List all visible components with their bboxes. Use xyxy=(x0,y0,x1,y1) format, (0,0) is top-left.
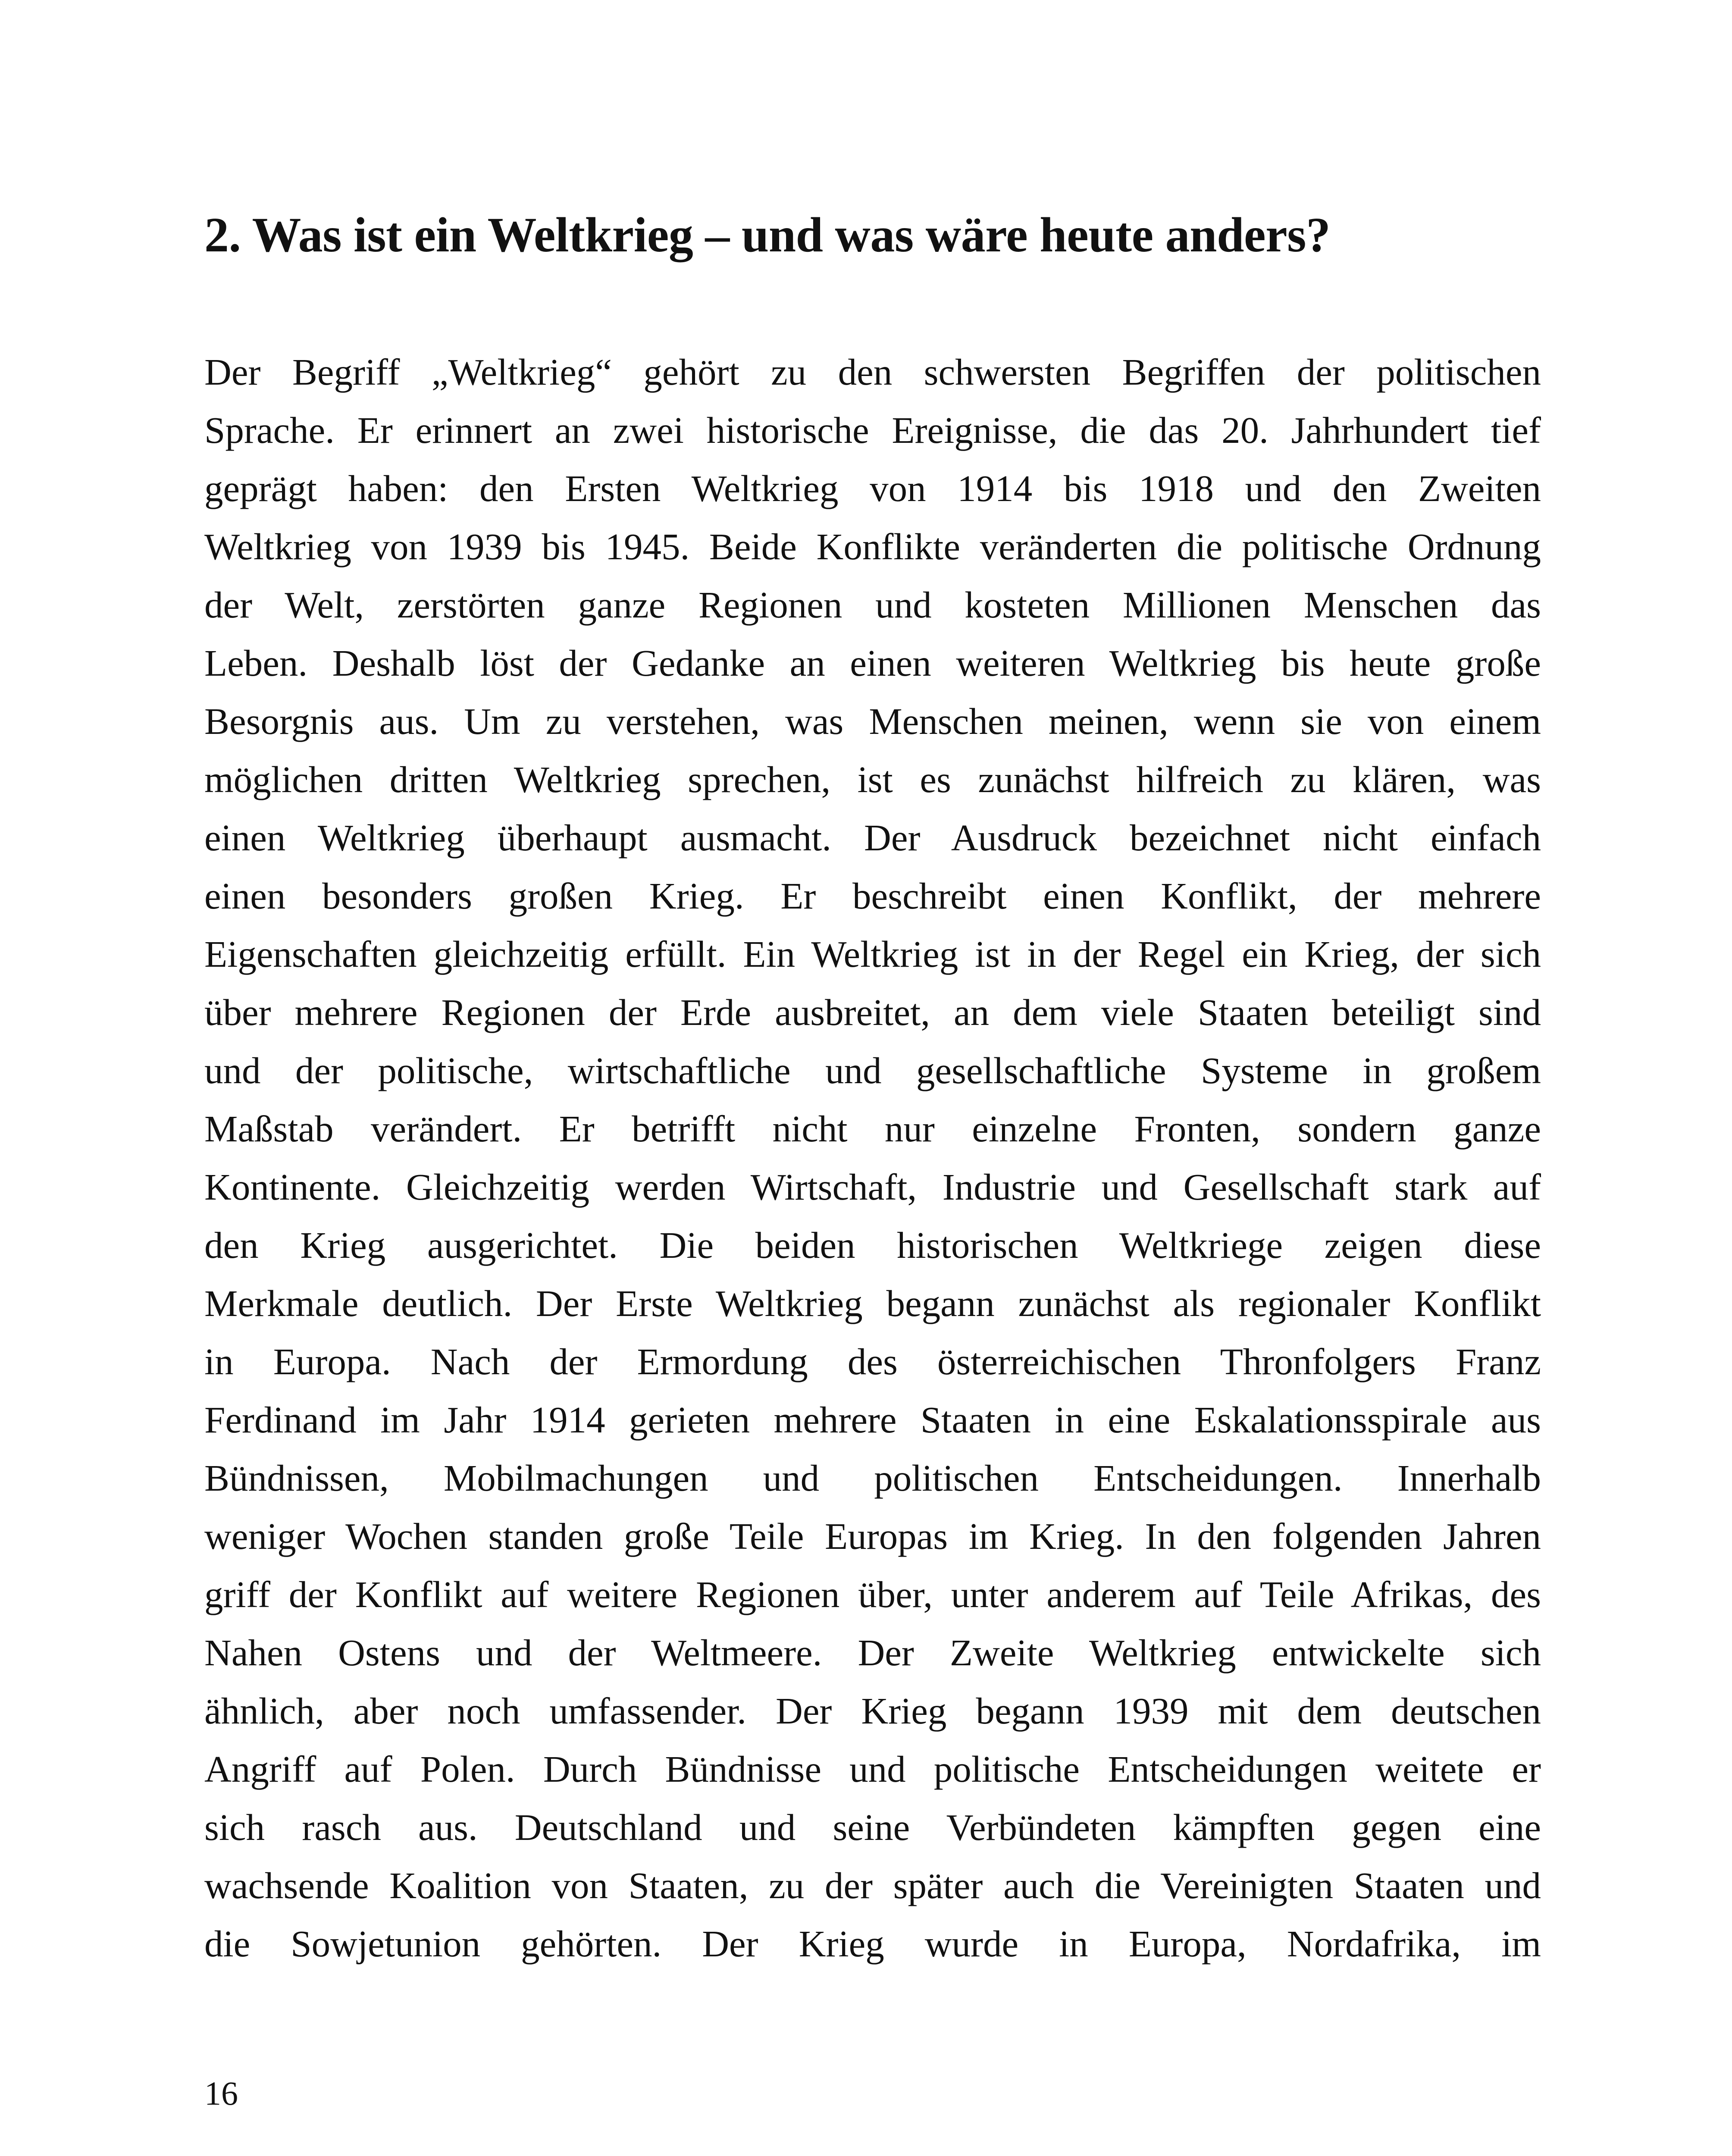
paragraph-line: Sprache. Er erinnert an zwei historische Ereignisse, die das 20. Jahrhundert tief xyxy=(204,409,1541,451)
paragraph-line: sich rasch aus. Deutschland und seine Verbündeten kämpften gegen eine xyxy=(204,1806,1541,1848)
paragraph-line: Weltkrieg von 1939 bis 1945. Beide Konflikte veränderten die politische Ordnung xyxy=(204,526,1541,567)
paragraph-line: Besorgnis aus. Um zu verstehen, was Menschen meinen, wenn sie von einem xyxy=(204,700,1541,742)
paragraph-line: Kontinente. Gleichzeitig werden Wirtschaft, Industrie und Gesellschaft stark auf xyxy=(204,1166,1541,1208)
paragraph-line: Angriff auf Polen. Durch Bündnisse und politische Entscheidungen weitete er xyxy=(204,1748,1541,1790)
paragraph-line: einen besonders großen Krieg. Er beschreibt einen Konflikt, der mehrere xyxy=(204,875,1541,917)
paragraph-line: wachsende Koalition von Staaten, zu der später auch die Vereinigten Staaten und xyxy=(204,1865,1541,1906)
paragraph-line: die Sowjetunion gehörten. Der Krieg wurde in Europa, Nordafrika, im xyxy=(204,1923,1541,1965)
paragraph-line: Nahen Ostens und der Weltmeere. Der Zweite Weltkrieg entwickelte sich xyxy=(204,1632,1541,1673)
paragraph-line: Merkmale deutlich. Der Erste Weltkrieg begann zunächst als regionaler Konflikt xyxy=(204,1282,1541,1324)
paragraph-line: einen Weltkrieg überhaupt ausmacht. Der Ausdruck bezeichnet nicht einfach xyxy=(204,817,1541,859)
paragraph-line: möglichen dritten Weltkrieg sprechen, ist es zunächst hilfreich zu klären, was xyxy=(204,758,1541,800)
paragraph-line: über mehrere Regionen der Erde ausbreitet, an dem viele Staaten beteiligt sind xyxy=(204,991,1541,1033)
body-paragraph xyxy=(204,343,1541,1973)
page-number: 16 xyxy=(204,2075,238,2112)
paragraph-line: Bündnissen, Mobilmachungen und politischen Entscheidungen. Innerhalb xyxy=(204,1457,1541,1499)
paragraph-line: weniger Wochen standen große Teile Europas im Krieg. In den folgenden Jahren xyxy=(204,1515,1541,1557)
paragraph-line: in Europa. Nach der Ermordung des österreichischen Thronfolgers Franz xyxy=(204,1341,1541,1382)
paragraph-line: geprägt haben: den Ersten Weltkrieg von 1914 bis 1918 und den Zweiten xyxy=(204,467,1541,509)
paragraph-line: den Krieg ausgerichtet. Die beiden historischen Weltkriege zeigen diese xyxy=(204,1224,1541,1266)
paragraph-line: Ferdinand im Jahr 1914 gerieten mehrere Staaten in eine Eskalationsspirale aus xyxy=(204,1399,1541,1441)
paragraph-line: Eigenschaften gleichzeitig erfüllt. Ein Weltkrieg ist in der Regel ein Krieg, der sich xyxy=(204,933,1541,975)
paragraph-line: Leben. Deshalb löst der Gedanke an einen weiteren Weltkrieg bis heute große xyxy=(204,642,1541,684)
paragraph-line: und der politische, wirtschaftliche und gesellschaftliche Systeme in großem xyxy=(204,1050,1541,1091)
paragraph-line: Der Begriff „Weltkrieg“ gehört zu den schwersten Begriffen der politischen xyxy=(204,351,1541,393)
paragraph-line: der Welt, zerstörten ganze Regionen und kosteten Millionen Menschen das xyxy=(204,584,1541,626)
chapter-title: 2. Was ist ein Weltkrieg – und was wäre heute anders? xyxy=(204,207,1331,262)
paragraph-line: Maßstab verändert. Er betrifft nicht nur einzelne Fronten, sondern ganze xyxy=(204,1108,1541,1150)
paragraph-line: griff der Konflikt auf weitere Regionen über, unter anderem auf Teile Afrikas, des xyxy=(204,1573,1541,1615)
paragraph-line: ähnlich, aber noch umfassender. Der Krieg begann 1939 mit dem deutschen xyxy=(204,1690,1541,1732)
